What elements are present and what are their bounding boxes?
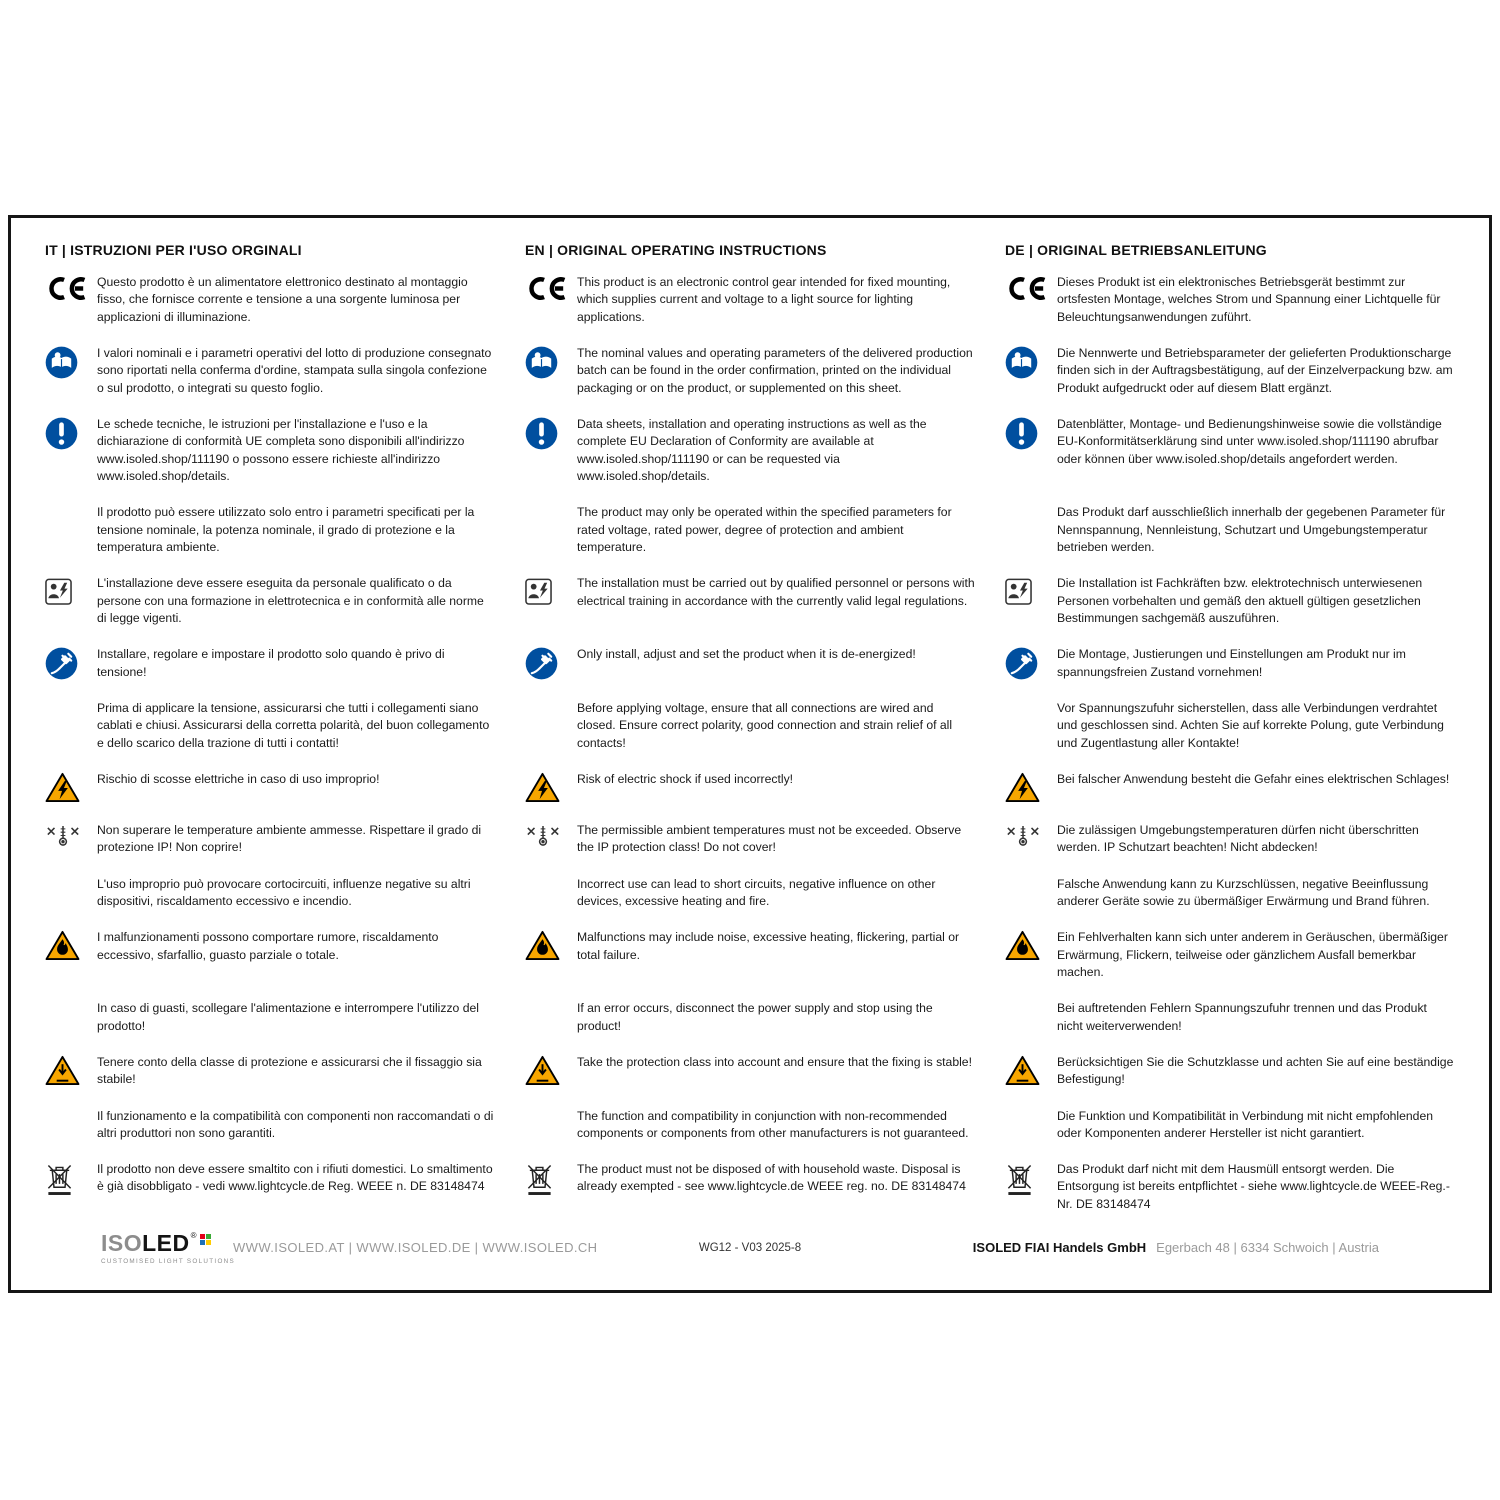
instruction-text: Only install, adjust and set the product when it is de-energized! — [577, 647, 916, 662]
instruction-cell — [45, 504, 495, 556]
warning-electric-shock-icon — [45, 771, 97, 803]
isoled-logo — [101, 1232, 235, 1265]
instruction-row — [45, 416, 1455, 485]
icon-spacer — [45, 1108, 97, 1109]
instruction-cell — [525, 274, 975, 326]
instruction-text: I malfunzionamenti possono comportare rumore, riscaldamento eccessivo, sfarfallio, guasto parziale o totale. — [97, 930, 439, 962]
instruction-cell — [525, 929, 975, 981]
instruction-cell — [45, 575, 495, 627]
instruction-cell — [525, 1054, 975, 1089]
warning-fixing-icon — [1005, 1054, 1057, 1086]
instruction-row — [45, 345, 1455, 397]
icon-spacer — [525, 876, 577, 877]
instruction-text: The installation must be carried out by qualified personnel or persons with electrical training in accordance with the currently valid legal regulations. — [577, 576, 975, 608]
icon-spacer — [1005, 700, 1057, 701]
instruction-cell — [45, 822, 495, 857]
instruction-text: L'uso improprio può provocare cortocircuiti, influenze negative su altri dispositivi, riscaldamento eccessivo e incendio. — [97, 876, 471, 908]
instruction-text: I valori nominali e i parametri operativi del lotto di produzione consegnato sono riportati nella conferma d'ordine, stampata sulla singola confezione o sul prodotto, o integrati su questo foglio. — [97, 345, 492, 395]
instruction-cell — [45, 700, 495, 752]
instruction-cell — [525, 575, 975, 627]
instruction-text: Das Produkt darf ausschließlich innerhalb der gegebenen Parameter für Nennspannung, Nennleistung, Schutzart und Umgebungstemperatur betrieben werden. — [1057, 505, 1446, 554]
instruction-row — [45, 646, 1455, 681]
instruction-cell — [1005, 416, 1455, 485]
weee-crossed-bin-icon — [525, 1161, 577, 1197]
instruction-row — [45, 929, 1455, 981]
warning-fire-icon — [45, 929, 97, 961]
instruction-row — [45, 876, 1455, 911]
warning-fixing-icon — [525, 1054, 577, 1086]
weee-crossed-bin-icon — [45, 1161, 97, 1197]
warning-electric-shock-icon — [1005, 771, 1057, 803]
instruction-cell — [525, 876, 975, 911]
header-en: EN | ORIGINAL OPERATING INSTRUCTIONS — [525, 242, 827, 258]
instruction-cell — [45, 1108, 495, 1143]
instruction-cell — [525, 646, 975, 681]
instruction-text: Falsche Anwendung kann zu Kurzschlüssen, negative Beeinflussung anderer Geräte sowie zu übermäßiger Erwärmung und Brand führen. — [1057, 876, 1430, 908]
instruction-cell — [525, 345, 975, 397]
instruction-text: Die Montage, Justierungen und Einstellungen am Produkt nur im spannungsfreien Zustand vornehmen! — [1057, 647, 1406, 679]
instruction-cell — [525, 1000, 975, 1035]
instruction-text: Das Produkt darf nicht mit dem Hausmüll entsorgt werden. Die Entsorgung ist bereits entpflichtet - siehe www.lightcycle.de WEEE-Reg.-Nr. DE 83148474 — [1057, 1162, 1450, 1211]
instruction-text: Il prodotto non deve essere smaltito con i rifiuti domestici. Lo smaltimento è già disobbligato - vedi www.lightcycle.de Reg. WEEE n. DE 83148474 — [97, 1162, 493, 1194]
instruction-text: In caso di guasti, scollegare l'alimentazione e interrompere l'utilizzo del prodotto! — [97, 1001, 479, 1033]
de-energize-icon — [1005, 646, 1057, 680]
instruction-cell — [1005, 876, 1455, 911]
icon-spacer — [525, 1108, 577, 1109]
instruction-text: Take the protection class into account and ensure that the fixing is stable! — [577, 1054, 972, 1069]
instruction-text: Il funzionamento e la compatibilità con componenti non raccomandati o di altri produttori non sono garantiti. — [97, 1108, 494, 1140]
read-manual-icon — [1005, 345, 1057, 379]
company-address: Egerbach 48 | 6334 Schwoich | Austria — [1156, 1240, 1379, 1255]
icon-spacer — [1005, 504, 1057, 505]
instruction-text: Prima di applicare la tensione, assicurarsi che tutti i collegamenti siano cablati e chiusi. Assicurarsi della corretta polarità, del buon collegamento e dello scarico della trazione di tutti i contatti! — [97, 700, 490, 750]
instruction-rows — [45, 274, 1455, 1213]
instruction-text: The product may only be operated within the specified parameters for rated voltage, rated power, degree of protection and ambient temperature. — [577, 505, 952, 554]
instruction-text: This product is an electronic control gear intended for fixed mounting, which supplies current and voltage to a light source for lighting applications. — [577, 275, 951, 324]
icon-spacer — [45, 700, 97, 701]
instruction-row — [45, 274, 1455, 326]
instruction-row — [45, 771, 1455, 803]
instruction-text: Installare, regolare e impostare il prodotto solo quando è privo di tensione! — [97, 647, 445, 679]
instruction-cell — [45, 771, 495, 803]
instruction-cell — [45, 1161, 495, 1213]
instruction-cell — [1005, 700, 1455, 752]
instruction-cell — [45, 345, 495, 397]
icon-spacer — [1005, 876, 1057, 877]
instruction-text: The function and compatibility in conjunction with non-recommended components or components from other manufacturers is not guaranteed. — [577, 1108, 969, 1140]
icon-spacer — [45, 504, 97, 505]
instruction-cell — [1005, 771, 1455, 803]
instruction-text: Datenblätter, Montage- und Bedienungshinweise sowie die vollständige EU-Konformitätserklärung sind unter www.isoled.shop/111190 abrufbar oder können über www.isoled.shop/details angefordert werden. — [1057, 416, 1442, 466]
instruction-cell — [45, 1000, 495, 1035]
instruction-text: Le schede tecniche, le istruzioni per l'installazione e l'uso e la dichiarazione di conformità UE completa sono disponibili all'indirizzo www.isoled.shop/111190 o possono essere richieste all'indirizzo www.isoled.shop/details. — [97, 416, 465, 483]
instruction-text: Bei falscher Anwendung besteht die Gefahr eines elektrischen Schlages! — [1057, 771, 1450, 786]
instruction-cell — [45, 646, 495, 681]
weee-crossed-bin-icon — [1005, 1161, 1057, 1197]
icon-spacer — [1005, 1108, 1057, 1109]
column-headers — [45, 242, 1455, 258]
instruction-cell — [525, 700, 975, 752]
instruction-text: The nominal values and operating parameters of the delivered production batch can be found in the order confirmation, printed on the individual packaging or on the product, or supplemented on this sheet. — [577, 345, 973, 395]
instruction-text: Die Funktion und Kompatibilität in Verbindung mit nicht empfohlenden oder Komponenten anderer Hersteller ist nicht garantiert. — [1057, 1108, 1434, 1140]
registered-mark: ® — [190, 1231, 197, 1240]
warning-electric-shock-icon — [525, 771, 577, 803]
instruction-text: Dieses Produkt ist ein elektronisches Betriebsgerät bestimmt zur ortsfesten Montage, welches Strom und Spannung einer Lichtquelle für Beleuchtungsanwendungen zuführt. — [1057, 275, 1441, 324]
instruction-text: Tenere conto della classe di protezione e assicurarsi che il fissaggio sia stabile! — [97, 1054, 482, 1087]
instruction-text: Incorrect use can lead to short circuits, negative influence on other devices, excessive heating and fire. — [577, 876, 936, 908]
de-energize-icon — [45, 646, 97, 680]
instruction-row — [45, 822, 1455, 857]
instruction-text: Die Installation ist Fachkräften bzw. elektrotechnisch unterwiesenen Personen vorbehalten und gemäß den aktuell gültigen gesetzlichen Bestimmungen sachgemäß auszuführen. — [1057, 576, 1423, 625]
instruction-cell — [525, 504, 975, 556]
instruction-row — [45, 575, 1455, 627]
instruction-text: Questo prodotto è un alimentatore elettronico destinato al montaggio fisso, che fornisce corrente e tensione a una sorgente luminosa per applicazioni di illuminazione. — [97, 275, 468, 324]
instruction-text: Vor Spannungszufuhr sicherstellen, dass alle Verbindungen verdrahtet und geschlossen sind. Achten Sie auf korrekte Polung, gute Verbindung und Zugentlastung aller Kontakte! — [1057, 700, 1444, 750]
instruction-cell — [1005, 822, 1455, 857]
document-code: WG12 - V03 2025-8 — [698, 1242, 802, 1254]
instruction-cell — [1005, 345, 1455, 397]
instruction-cell — [1005, 504, 1455, 556]
instruction-cell — [1005, 1000, 1455, 1035]
icon-spacer — [525, 504, 577, 505]
instruction-text: The permissible ambient temperatures must not be exceeded. Observe the IP protection class! Do not cover! — [577, 822, 962, 855]
instruction-cell — [45, 876, 495, 911]
instruction-text: Ein Fehlverhalten kann sich unter anderem in Geräuschen, übermäßiger Erwärmung, Flickern, teilweise oder gänzlichem Ausfall bemerkbar machen. — [1057, 930, 1448, 979]
instruction-text: The product must not be disposed of with household waste. Disposal is already exempted - see www.lightcycle.de WEEE reg. no. DE 83148474 — [577, 1162, 966, 1194]
logo-led-text: LED — [142, 1230, 190, 1256]
instruction-cell — [45, 416, 495, 485]
icon-spacer — [525, 1000, 577, 1001]
qualified-electrician-icon — [45, 575, 97, 605]
instruction-text: Berücksichtigen Sie die Schutzklasse und achten Sie auf eine beständige Befestigung! — [1057, 1054, 1454, 1087]
instruction-cell — [1005, 1161, 1455, 1213]
logo-iso-text: ISO — [101, 1230, 143, 1256]
info-exclamation-icon — [45, 416, 97, 450]
instruction-text: Il prodotto può essere utilizzato solo entro i parametri specificati per la tensione nominale, la potenza nominale, il grado di protezione e la temperatura ambiente. — [97, 505, 475, 554]
icon-spacer — [45, 1000, 97, 1001]
instruction-text: Malfunctions may include noise, excessive heating, flickering, partial or total failure. — [577, 930, 960, 962]
ambient-temperature-icon — [1005, 822, 1057, 848]
instruction-row — [45, 1108, 1455, 1143]
instruction-cell — [1005, 1054, 1455, 1089]
instruction-text: Die Nennwerte und Betriebsparameter der gelieferten Produktionscharge finden sich in der Auftragsbestätigung, auf der Einzelverpackung bzw. am Produkt aufgedruckt oder auf diesem Blatt ergänzt. — [1057, 345, 1453, 395]
instruction-cell — [1005, 646, 1455, 681]
instruction-sheet — [8, 215, 1492, 1293]
instruction-row — [45, 504, 1455, 556]
company-name: ISOLED FIAI Handels GmbH — [972, 1240, 1147, 1255]
info-exclamation-icon — [525, 416, 577, 450]
company-info — [973, 1240, 1379, 1255]
instruction-cell — [45, 929, 495, 981]
instruction-text: Bei auftretenden Fehlern Spannungszufuhr trennen und das Produkt nicht weiterverwenden! — [1057, 1001, 1427, 1033]
info-exclamation-icon — [1005, 416, 1057, 450]
instruction-cell — [525, 822, 975, 857]
header-it: IT | ISTRUZIONI PER I'USO ORGINALI — [45, 242, 302, 258]
instruction-cell — [45, 1054, 495, 1089]
instruction-text: Rischio di scosse elettriche in caso di uso improprio! — [97, 771, 380, 786]
instruction-row — [45, 1000, 1455, 1035]
instruction-cell — [525, 771, 975, 803]
qualified-electrician-icon — [525, 575, 577, 605]
instruction-row — [45, 1054, 1455, 1089]
ambient-temperature-icon — [525, 822, 577, 848]
ce-mark-icon — [1005, 274, 1057, 302]
logo-color-squares-icon — [200, 1234, 211, 1245]
instruction-text: Data sheets, installation and operating instructions as well as the complete EU Declaration of Conformity are available at www.isoled.shop/111190 or can be requested via www.isoled.shop/details. — [577, 416, 927, 483]
instruction-cell — [1005, 274, 1455, 326]
website-links: WWW.ISOLED.AT | WWW.ISOLED.DE | WWW.ISOLED.CH — [233, 1240, 598, 1255]
instruction-cell — [45, 274, 495, 326]
ce-mark-icon — [525, 274, 577, 302]
warning-fixing-icon — [45, 1054, 97, 1086]
footer — [45, 1230, 1455, 1278]
instruction-text: Die zulässigen Umgebungstemperaturen dürfen nicht überschritten werden. IP Schutzart beachten! Nicht abdecken! — [1057, 822, 1419, 855]
ce-mark-icon — [45, 274, 97, 302]
instruction-text: Risk of electric shock if used incorrectly! — [577, 771, 794, 786]
logo-tagline: CUSTOMISED LIGHT SOLUTIONS — [101, 1258, 235, 1265]
instruction-cell — [1005, 929, 1455, 981]
instruction-text: L'installazione deve essere eseguita da personale qualificato o da persone con una formazione in elettrotecnica e in conformità alle norme di legge vigenti. — [97, 576, 484, 625]
warning-fire-icon — [1005, 929, 1057, 961]
read-manual-icon — [45, 345, 97, 379]
instruction-cell — [1005, 1108, 1455, 1143]
icon-spacer — [1005, 1000, 1057, 1001]
instruction-cell — [525, 416, 975, 485]
instruction-cell — [1005, 575, 1455, 627]
icon-spacer — [45, 876, 97, 877]
instruction-cell — [525, 1108, 975, 1143]
de-energize-icon — [525, 646, 577, 680]
qualified-electrician-icon — [1005, 575, 1057, 605]
instruction-cell — [525, 1161, 975, 1213]
instruction-row — [45, 1161, 1455, 1213]
instruction-text: If an error occurs, disconnect the power supply and stop using the product! — [577, 1001, 933, 1033]
warning-fire-icon — [525, 929, 577, 961]
instruction-row — [45, 700, 1455, 752]
ambient-temperature-icon — [45, 822, 97, 848]
header-de: DE | ORIGINAL BETRIEBSANLEITUNG — [1005, 242, 1267, 258]
icon-spacer — [525, 700, 577, 701]
read-manual-icon — [525, 345, 577, 379]
instruction-text: Non superare le temperature ambiente ammesse. Rispettare il grado di protezione IP! Non coprire! — [97, 822, 482, 855]
instruction-text: Before applying voltage, ensure that all connections are wired and closed. Ensure correct polarity, good connection and strain relief of all contacts! — [577, 700, 953, 750]
